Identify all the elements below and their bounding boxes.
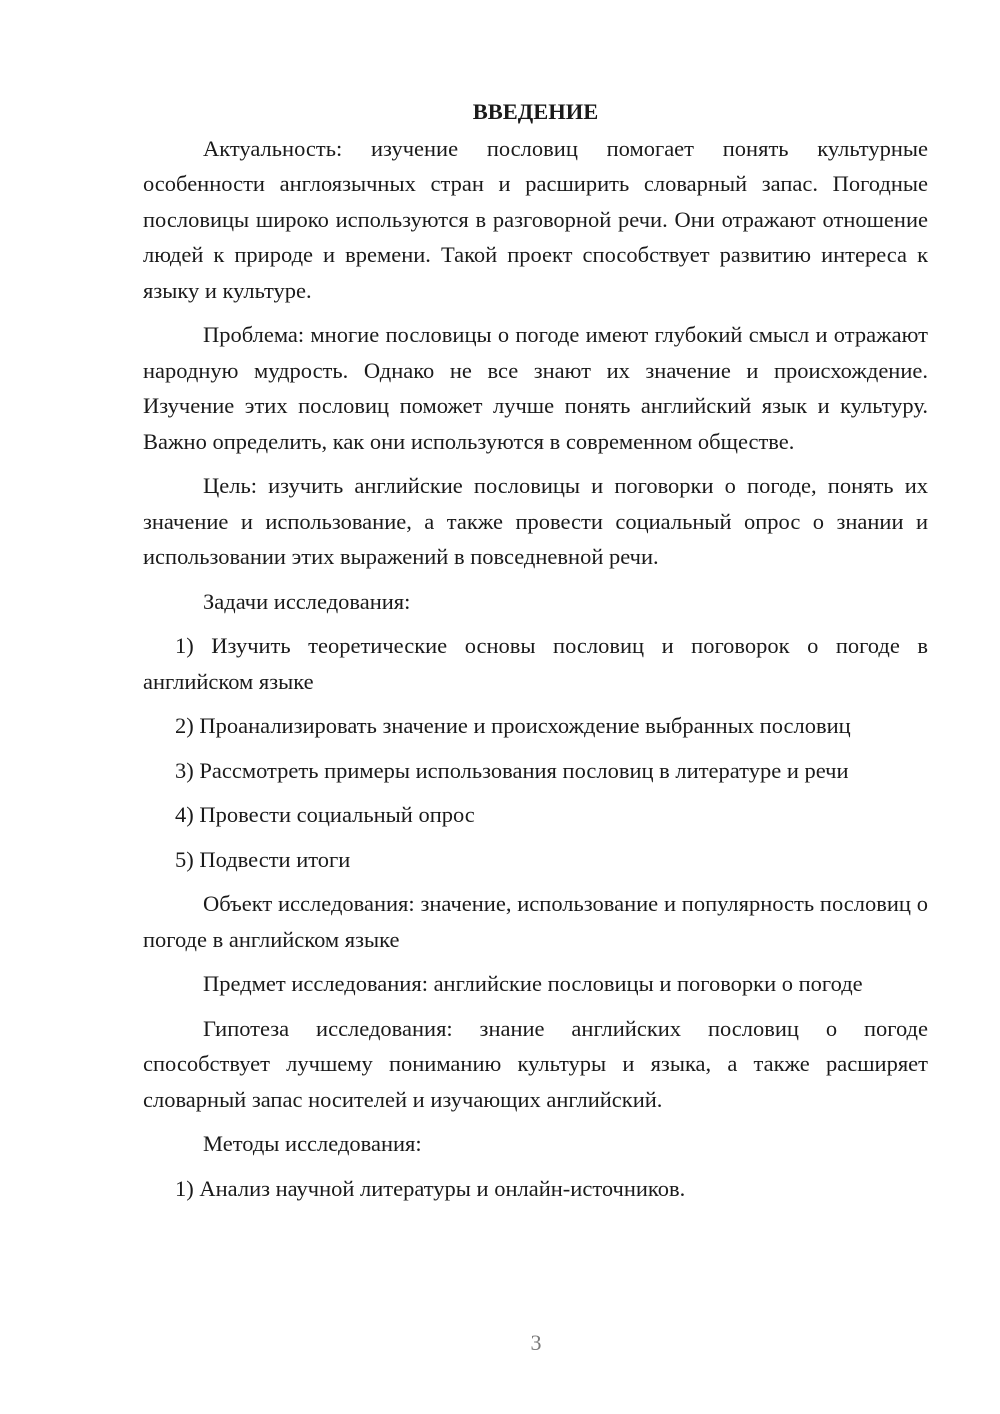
paragraph-problem: Проблема: многие пословицы о погоде имеют глубокий смысл и отражают народную мудрость. Однако не все знают их значение и происхождение. Изучение этих пословиц поможет лучше понять английский язык и культуру. Важно определить, как они используются в современном обществе. xyxy=(143,322,928,454)
paragraph-tasks-heading: Задачи исследования: xyxy=(203,588,411,614)
paragraph-subject: Предмет исследования: английские пословицы и поговорки о погоде xyxy=(203,971,863,996)
paragraph-methods-heading: Методы исследования: xyxy=(203,1131,422,1156)
list-item-task-2: 2) Проанализировать значение и происхождение выбранных пословиц xyxy=(175,713,851,738)
paragraph-hypothesis: Гипотеза исследования: знание английских пословиц о погоде способствует лучшему пониманию культуры и языка, а также расширяет словарный запас носителей и изучающих английский. xyxy=(143,1015,928,1112)
list-item-task-5: 5) Подвести итоги xyxy=(175,846,351,872)
page-number: 3 xyxy=(530,1330,542,1355)
paragraph-goal: Цель: изучить английские пословицы и поговорки о погоде, понять их значение и использование, а также провести социальный опрос о знании и использовании этих выражений в повседневной речи. xyxy=(143,473,928,569)
page-body xyxy=(143,94,928,1206)
list-item-method-1: 1) Анализ научной литературы и онлайн-источников. xyxy=(175,1175,686,1201)
section-heading: ВВЕДЕНИЕ xyxy=(472,99,599,124)
paragraph-relevance: Актуальность: изучение пословиц помогает понять культурные особенности англоязычных стран и расширить словарный запас. Погодные пословицы широко используются в разговорной речи. Они отражают отношение людей к природе и времени. Такой проект способствует развитию интереса к языку и культуре. xyxy=(143,135,928,303)
list-item-task-1: 1) Изучить теоретические основы пословиц и поговорок о погоде в английском языке xyxy=(143,633,928,694)
list-item-task-3: 3) Рассмотреть примеры использования пословиц в литературе и речи xyxy=(175,757,849,783)
list-item-task-4: 4) Провести социальный опрос xyxy=(175,802,475,827)
paragraph-object: Объект исследования: значение, использование и популярность пословиц о погоде в английском языке xyxy=(143,891,928,952)
